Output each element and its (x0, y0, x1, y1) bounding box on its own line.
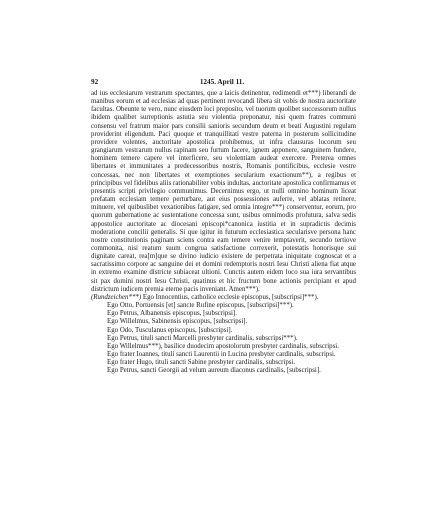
page-number: 92 (91, 78, 99, 86)
signature-line: Ego Otto, Portuensis [et] sancte Rufine episcopus, [subscripsi]***). (107, 302, 294, 310)
signature-line (91, 294, 356, 302)
signature-line: Ego Petrus, tituli sancti Marcelli presbyter cardinalis, subscripsi***). (107, 334, 298, 342)
signature-line: Ego Petrus, Albanensis episcopus, [subscripsi]. (107, 310, 237, 318)
signature-line: Ego Odo, Tusculanus episcopus, [subscripsi]. (107, 326, 233, 334)
signature-line: Ego Willelmus***), basilice duodecim apostolorum presbyter cardinalis, subscripsi. (107, 342, 339, 350)
rundzeichen-label: (Rundzeichen***) (91, 293, 142, 301)
signature-text: Ego Innocentius, catholice ecclesie episcopus, [subscripsi]***). (141, 293, 319, 301)
signature-line: Ego Petrus, sancti Georgii ad velum aureum diaconus cardinalis, [subscripsi]. (107, 367, 321, 375)
signature-line: Ego frater Ioannes, tituli sancti Laurentii in Lucina presbyter cardinalis, subscripsi. (107, 351, 336, 358)
signature-line: Ego frater Hugo, tituli sancti Sabine presbyter cardinalis, subscripsi. (107, 359, 296, 367)
signature-line: Ego Willelmus, Sabinensis episcopus, [subscripsi]. (107, 318, 248, 326)
running-title: 1245. April 11. (199, 78, 245, 86)
signature-list (91, 294, 356, 376)
document-body (91, 90, 356, 375)
body-paragraph: ad ius ecclesiarum vestrarum spectantes, que a laicis detinentur, redimendi et***) liberandi de manibus eorum et ad ecclesias ad quas pertinent revocandi libera sit vobis de nostra auctoritate facultas. Obeunte te vero, nunc eiusdem loci preposito, vel tuorum quolibet successorum nullus ibidem qualibet surreptionis astutia seu violentia preponatur, nisi quem fratres communi consensu vel fratrum maior pars consilii sanioris secundum deum et beati Augustini regulam providerint eligendum. Paci quoque et tranquillitati vestre paterna in posterum sollicitudine providere volentes, auctoritate apostolica prohibemus, ut infra clausuras locorum seu grangiarum vestrarum nullus rapinam seu furtum facere, ignem apponere, sanguinem fundere, hominem temere capere vel interficere, seu violentiam audeat exercere. Preterea omnes libertates et immunitates a predecessoribus nostris, Romanis pontificibus, ecclesie vestre concessas, nec non libertates et exemptiones secularium exactionum**), a regibus et principibus vel fidelibus aliis rationabiliter vobis indultas, auctoritate apostolica confirmamus et presentis scripti privilegio communimus. Decernimus ergo, ut nulli omnino hominum liceat prefatam ecclesiam temere perturbare, aut eius possessiones auferre, vel ablatas retinere, minuere, vel quibuslibet vexationibus fatigare, sed omnia integre***) conserventur, eorum, pro quorum gubernatione ac sustentatione concessa sunt, usibus omnimodis profutura, salva sedis appostolice auctoritate ac diocesani episcopi*canonica iustitia et in supradictis decimis moderatione concilii generalis. Si que igitur in futurum ecclesiastica secularisve persona hanc nostre constitutionis paginam sciens contra eam temere venire temptaverit, secundo tertiove commonita, nisi reatum suum congrua satisfactione correxerit, potestatis honorisque sui dignitate careat, rea[m]que se divino iudicio existere de perpetrata iniquitate cognoscat et a sacratissimo corpore ac sanguine dei et domini redemptoris nostri Iesu Christi aliena fiat atque in extremo examine districte subiaceat ultioni. Cunctis autem eidem loco sua iura servantibus sit pax domini nostri Iesu Christi, quatinus et hic fructum bone actionis percipiant et apud districtum iudicem premia eterne pacis inveniant. Amen***). (91, 90, 356, 293)
